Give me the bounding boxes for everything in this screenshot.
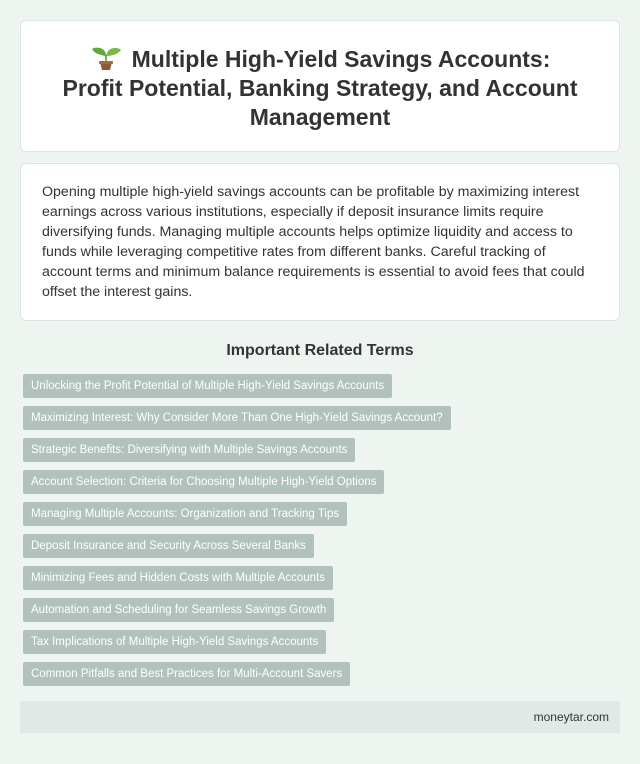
footer bbox=[20, 701, 620, 733]
summary-card bbox=[20, 163, 620, 321]
related-term-link[interactable]: Common Pitfalls and Best Practices for Multi-Account Savers bbox=[23, 662, 350, 686]
summary-paragraph: Opening multiple high-yield savings accounts can be profitable by maximizing interest earnings across various institutions, especially if deposit insurance limits require diversifying funds. Managing multiple accounts helps optimize liquidity and access to funds while leveraging competitive rates from different banks. Careful tracking of account terms and minimum balance requirements is essential to avoid fees that could offset the interest gains. bbox=[42, 184, 585, 300]
page-title bbox=[61, 45, 579, 132]
related-term-link[interactable]: Account Selection: Criteria for Choosing Multiple High-Yield Options bbox=[23, 470, 384, 494]
related-terms-heading: Important Related Terms bbox=[226, 342, 414, 359]
related-term-link[interactable]: Strategic Benefits: Diversifying with Multiple Savings Accounts bbox=[23, 438, 355, 462]
related-term-link[interactable]: Tax Implications of Multiple High-Yield Savings Accounts bbox=[23, 630, 326, 654]
related-term-link[interactable]: Unlocking the Profit Potential of Multiple High-Yield Savings Accounts bbox=[23, 374, 392, 398]
seedling-icon bbox=[90, 45, 122, 71]
footer-brand[interactable]: moneytar.com bbox=[533, 710, 609, 724]
related-term-link[interactable]: Minimizing Fees and Hidden Costs with Multiple Accounts bbox=[23, 566, 333, 590]
related-term-link[interactable]: Deposit Insurance and Security Across Several Banks bbox=[23, 534, 314, 558]
related-term-link[interactable]: Managing Multiple Accounts: Organization and Tracking Tips bbox=[23, 502, 347, 526]
related-terms-list bbox=[23, 374, 451, 694]
related-term-link[interactable]: Automation and Scheduling for Seamless Savings Growth bbox=[23, 598, 334, 622]
title-card bbox=[20, 20, 620, 152]
page-title-text: Multiple High-Yield Savings Accounts: Profit Potential, Banking Strategy, and Account Management bbox=[62, 46, 578, 130]
related-term-link[interactable]: Maximizing Interest: Why Consider More Than One High-Yield Savings Account? bbox=[23, 406, 451, 430]
